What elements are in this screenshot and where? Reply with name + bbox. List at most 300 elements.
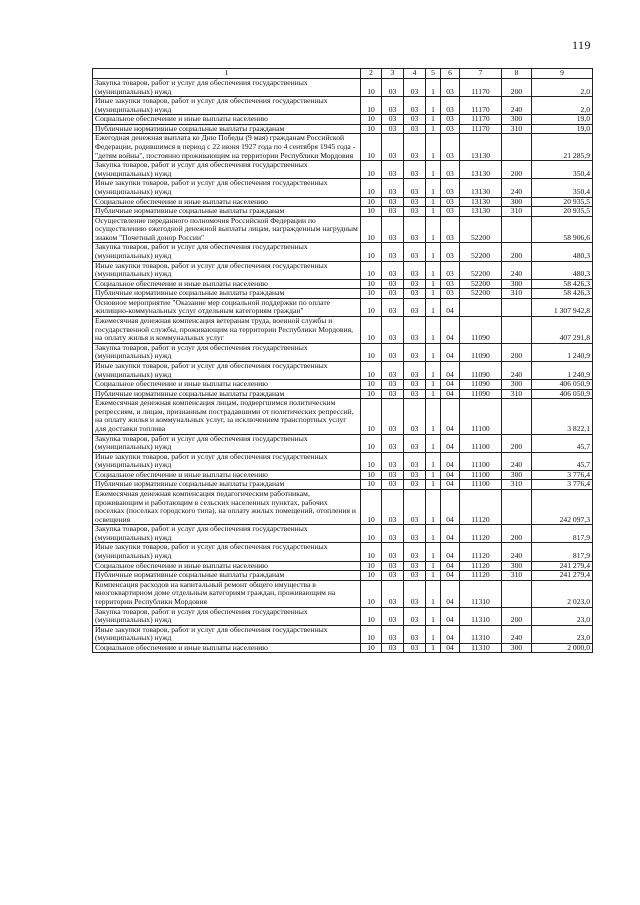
subsection-code: 03 xyxy=(382,580,404,607)
program-code: 03 xyxy=(404,97,426,115)
row-name: Закупка товаров, работ и услуг для обеспечения государственных (муниципальных) нужд xyxy=(93,243,361,261)
row-name: Иные закупки товаров, работ и услуг для обеспечения государственных (муниципальных) нужд xyxy=(93,625,361,643)
subprogram-code: 1 xyxy=(426,543,441,561)
row-name: Социальное обеспечение и иные выплаты населению xyxy=(93,380,361,390)
measure-code: 03 xyxy=(441,97,460,115)
subsection-code: 03 xyxy=(382,525,404,543)
expense-type-code: 200 xyxy=(502,525,532,543)
row-name: Ежегодная денежная выплата ко Дню Победы (9 мая) гражданам Российской Федерации, родившимся в период с 22 июня 1927 года по 4 сентября 1945 года - "детям войны", постоянно проживающим на территории Республики Мордовия xyxy=(93,134,361,161)
subprogram-code: 1 xyxy=(426,571,441,581)
table-row xyxy=(93,216,593,243)
section-code: 10 xyxy=(361,161,382,179)
subsection-code: 03 xyxy=(382,643,404,653)
expense-type-code: 240 xyxy=(502,97,532,115)
amount: 1 240,9 xyxy=(532,343,593,361)
measure-code: 03 xyxy=(441,197,460,207)
subsection-code: 03 xyxy=(382,480,404,490)
budget-table xyxy=(92,68,593,653)
expense-type-code: 310 xyxy=(502,207,532,217)
amount: 19,0 xyxy=(532,115,593,125)
section-code: 10 xyxy=(361,79,382,97)
subprogram-code: 1 xyxy=(426,298,441,316)
direction-code: 11100 xyxy=(460,470,502,480)
row-name: Иные закупки товаров, работ и услуг для обеспечения государственных (муниципальных) нужд xyxy=(93,97,361,115)
expense-type-code: 300 xyxy=(502,380,532,390)
row-name: Закупка товаров, работ и услуг для обеспечения государственных (муниципальных) нужд xyxy=(93,161,361,179)
measure-code: 04 xyxy=(441,380,460,390)
table-row xyxy=(93,179,593,197)
measure-code: 04 xyxy=(441,434,460,452)
direction-code: 11170 xyxy=(460,97,502,115)
measure-code: 03 xyxy=(441,216,460,243)
section-code: 10 xyxy=(361,434,382,452)
program-code: 03 xyxy=(404,298,426,316)
expense-type-code xyxy=(502,216,532,243)
program-code: 03 xyxy=(404,261,426,279)
subsection-code: 03 xyxy=(382,134,404,161)
amount: 3 822,1 xyxy=(532,399,593,434)
measure-code: 04 xyxy=(441,298,460,316)
expense-type-code: 200 xyxy=(502,434,532,452)
expense-type-code: 200 xyxy=(502,79,532,97)
subsection-code: 03 xyxy=(382,161,404,179)
subprogram-code: 1 xyxy=(426,197,441,207)
subprogram-code: 1 xyxy=(426,399,441,434)
program-code: 03 xyxy=(404,399,426,434)
column-header: 4 xyxy=(404,69,426,79)
subprogram-code: 1 xyxy=(426,470,441,480)
expense-type-code xyxy=(502,580,532,607)
measure-code: 04 xyxy=(441,625,460,643)
section-code: 10 xyxy=(361,607,382,625)
subprogram-code: 1 xyxy=(426,490,441,525)
section-code: 10 xyxy=(361,124,382,134)
section-code: 10 xyxy=(361,279,382,289)
subprogram-code: 1 xyxy=(426,97,441,115)
table-row xyxy=(93,97,593,115)
amount: 3 776,4 xyxy=(532,480,593,490)
row-name: Основное мероприятие "Оказание мер социальной поддержки по оплате жилищно-коммунальных услуг отдельным категориям граждан" xyxy=(93,298,361,316)
table-row xyxy=(93,79,593,97)
measure-code: 04 xyxy=(441,561,460,571)
section-code: 10 xyxy=(361,243,382,261)
program-code: 03 xyxy=(404,470,426,480)
program-code: 03 xyxy=(404,124,426,134)
direction-code: 11120 xyxy=(460,490,502,525)
program-code: 03 xyxy=(404,179,426,197)
table-row xyxy=(93,452,593,470)
section-code: 10 xyxy=(361,571,382,581)
expense-type-code: 300 xyxy=(502,115,532,125)
direction-code: 11120 xyxy=(460,561,502,571)
program-code: 03 xyxy=(404,452,426,470)
table-row xyxy=(93,543,593,561)
measure-code: 03 xyxy=(441,243,460,261)
subsection-code: 03 xyxy=(382,97,404,115)
row-name: Закупка товаров, работ и услуг для обеспечения государственных (муниципальных) нужд xyxy=(93,607,361,625)
expense-type-code: 240 xyxy=(502,179,532,197)
table-row xyxy=(93,580,593,607)
expense-type-code xyxy=(502,317,532,344)
measure-code: 03 xyxy=(441,279,460,289)
column-number-row xyxy=(93,69,593,79)
subprogram-code: 1 xyxy=(426,124,441,134)
row-name: Публичные нормативные социальные выплаты гражданам xyxy=(93,571,361,581)
section-code: 10 xyxy=(361,134,382,161)
subsection-code: 03 xyxy=(382,607,404,625)
subsection-code: 03 xyxy=(382,361,404,379)
subsection-code: 03 xyxy=(382,490,404,525)
amount: 20 935,5 xyxy=(532,207,593,217)
subsection-code: 03 xyxy=(382,279,404,289)
amount: 2 000,0 xyxy=(532,643,593,653)
expense-type-code: 300 xyxy=(502,470,532,480)
subprogram-code: 1 xyxy=(426,452,441,470)
amount: 45,7 xyxy=(532,452,593,470)
column-header: 3 xyxy=(382,69,404,79)
section-code: 10 xyxy=(361,399,382,434)
section-code: 10 xyxy=(361,480,382,490)
subprogram-code: 1 xyxy=(426,480,441,490)
subprogram-code: 1 xyxy=(426,79,441,97)
direction-code: 11100 xyxy=(460,480,502,490)
section-code: 10 xyxy=(361,490,382,525)
table-row xyxy=(93,298,593,316)
table-row xyxy=(93,571,593,581)
subprogram-code: 1 xyxy=(426,607,441,625)
subsection-code: 03 xyxy=(382,124,404,134)
subsection-code: 03 xyxy=(382,452,404,470)
subsection-code: 03 xyxy=(382,79,404,97)
row-name: Иные закупки товаров, работ и услуг для обеспечения государственных (муниципальных) нужд xyxy=(93,543,361,561)
subsection-code: 03 xyxy=(382,543,404,561)
amount: 406 050,9 xyxy=(532,389,593,399)
program-code: 03 xyxy=(404,607,426,625)
measure-code: 04 xyxy=(441,490,460,525)
direction-code: 11310 xyxy=(460,580,502,607)
direction-code: 13130 xyxy=(460,161,502,179)
expense-type-code: 200 xyxy=(502,607,532,625)
subprogram-code: 1 xyxy=(426,625,441,643)
section-code: 10 xyxy=(361,298,382,316)
measure-code: 03 xyxy=(441,179,460,197)
amount: 58 426,3 xyxy=(532,289,593,299)
amount: 241 279,4 xyxy=(532,571,593,581)
row-name: Иные закупки товаров, работ и услуг для обеспечения государственных (муниципальных) нужд xyxy=(93,452,361,470)
table-row xyxy=(93,525,593,543)
subsection-code: 03 xyxy=(382,389,404,399)
expense-type-code: 300 xyxy=(502,197,532,207)
amount: 242 097,3 xyxy=(532,490,593,525)
section-code: 10 xyxy=(361,380,382,390)
subprogram-code: 1 xyxy=(426,580,441,607)
direction-code: 13130 xyxy=(460,207,502,217)
direction-code: 52200 xyxy=(460,216,502,243)
subsection-code: 03 xyxy=(382,561,404,571)
subsection-code: 03 xyxy=(382,261,404,279)
amount: 23,0 xyxy=(532,607,593,625)
subprogram-code: 1 xyxy=(426,380,441,390)
measure-code: 04 xyxy=(441,543,460,561)
program-code: 03 xyxy=(404,134,426,161)
direction-code: 52200 xyxy=(460,261,502,279)
table-row xyxy=(93,261,593,279)
measure-code: 04 xyxy=(441,452,460,470)
amount: 58 906,6 xyxy=(532,216,593,243)
table-row xyxy=(93,399,593,434)
program-code: 03 xyxy=(404,389,426,399)
program-code: 03 xyxy=(404,434,426,452)
direction-code: 11310 xyxy=(460,625,502,643)
subprogram-code: 1 xyxy=(426,134,441,161)
row-name: Ежемесячная денежная компенсация ветеранам труда, военной службы и государственной службы, проживающим на территории Республики Мордовия, на оплату жилья и коммунальных услуг xyxy=(93,317,361,344)
column-header: 7 xyxy=(460,69,502,79)
section-code: 10 xyxy=(361,115,382,125)
section-code: 10 xyxy=(361,216,382,243)
program-code: 03 xyxy=(404,317,426,344)
program-code: 03 xyxy=(404,625,426,643)
direction-code: 11090 xyxy=(460,317,502,344)
direction-code xyxy=(460,298,502,316)
measure-code: 03 xyxy=(441,79,460,97)
table-row xyxy=(93,643,593,653)
amount: 480,3 xyxy=(532,261,593,279)
subsection-code: 03 xyxy=(382,289,404,299)
measure-code: 03 xyxy=(441,134,460,161)
table-row xyxy=(93,361,593,379)
expense-type-code: 310 xyxy=(502,124,532,134)
subsection-code: 03 xyxy=(382,243,404,261)
measure-code: 04 xyxy=(441,480,460,490)
expense-type-code: 240 xyxy=(502,452,532,470)
subsection-code: 03 xyxy=(382,317,404,344)
expense-type-code: 310 xyxy=(502,571,532,581)
amount: 19,0 xyxy=(532,124,593,134)
direction-code: 11100 xyxy=(460,399,502,434)
program-code: 03 xyxy=(404,571,426,581)
program-code: 03 xyxy=(404,580,426,607)
amount: 3 776,4 xyxy=(532,470,593,480)
subprogram-code: 1 xyxy=(426,115,441,125)
program-code: 03 xyxy=(404,79,426,97)
amount: 406 050,9 xyxy=(532,380,593,390)
direction-code: 11120 xyxy=(460,543,502,561)
measure-code: 04 xyxy=(441,343,460,361)
section-code: 10 xyxy=(361,525,382,543)
program-code: 03 xyxy=(404,361,426,379)
program-code: 03 xyxy=(404,216,426,243)
row-name: Социальное обеспечение и иные выплаты населению xyxy=(93,643,361,653)
expense-type-code: 300 xyxy=(502,561,532,571)
amount: 2,0 xyxy=(532,79,593,97)
table-row xyxy=(93,243,593,261)
program-code: 03 xyxy=(404,490,426,525)
subsection-code: 03 xyxy=(382,207,404,217)
measure-code: 03 xyxy=(441,161,460,179)
program-code: 03 xyxy=(404,115,426,125)
table-row xyxy=(93,434,593,452)
section-code: 10 xyxy=(361,643,382,653)
direction-code: 52200 xyxy=(460,279,502,289)
row-name: Закупка товаров, работ и услуг для обеспечения государственных (муниципальных) нужд xyxy=(93,343,361,361)
subprogram-code: 1 xyxy=(426,525,441,543)
section-code: 10 xyxy=(361,543,382,561)
expense-type-code: 200 xyxy=(502,243,532,261)
direction-code: 52200 xyxy=(460,243,502,261)
subsection-code: 03 xyxy=(382,380,404,390)
measure-code: 04 xyxy=(441,580,460,607)
table-row xyxy=(93,289,593,299)
table-row xyxy=(93,490,593,525)
row-name: Компенсация расходов на капитальный ремонт общего имущества в многоквартирном доме отдельным категориям граждан, проживающим на территории Республики Мордовия xyxy=(93,580,361,607)
measure-code: 03 xyxy=(441,124,460,134)
direction-code: 11090 xyxy=(460,343,502,361)
program-code: 03 xyxy=(404,207,426,217)
subsection-code: 03 xyxy=(382,625,404,643)
subprogram-code: 1 xyxy=(426,561,441,571)
section-code: 10 xyxy=(361,361,382,379)
subprogram-code: 1 xyxy=(426,207,441,217)
amount: 480,3 xyxy=(532,243,593,261)
section-code: 10 xyxy=(361,452,382,470)
subprogram-code: 1 xyxy=(426,243,441,261)
amount: 350,4 xyxy=(532,179,593,197)
table-body xyxy=(93,79,593,653)
section-code: 10 xyxy=(361,389,382,399)
section-code: 10 xyxy=(361,207,382,217)
amount: 45,7 xyxy=(532,434,593,452)
row-name: Социальное обеспечение и иные выплаты населению xyxy=(93,470,361,480)
subprogram-code: 1 xyxy=(426,434,441,452)
measure-code: 03 xyxy=(441,289,460,299)
column-header: 1 xyxy=(93,69,361,79)
subsection-code: 03 xyxy=(382,343,404,361)
table-row xyxy=(93,625,593,643)
measure-code: 04 xyxy=(441,607,460,625)
amount: 241 279,4 xyxy=(532,561,593,571)
measure-code: 04 xyxy=(441,643,460,653)
column-header: 6 xyxy=(441,69,460,79)
direction-code: 13130 xyxy=(460,197,502,207)
program-code: 03 xyxy=(404,525,426,543)
program-code: 03 xyxy=(404,161,426,179)
program-code: 03 xyxy=(404,279,426,289)
row-name: Публичные нормативные социальные выплаты гражданам xyxy=(93,207,361,217)
expense-type-code: 300 xyxy=(502,643,532,653)
table-row xyxy=(93,115,593,125)
direction-code: 11100 xyxy=(460,452,502,470)
direction-code: 11090 xyxy=(460,380,502,390)
subprogram-code: 1 xyxy=(426,216,441,243)
direction-code: 11170 xyxy=(460,79,502,97)
subprogram-code: 1 xyxy=(426,643,441,653)
amount: 2,0 xyxy=(532,97,593,115)
section-code: 10 xyxy=(361,289,382,299)
row-name: Иные закупки товаров, работ и услуг для обеспечения государственных (муниципальных) нужд xyxy=(93,261,361,279)
table-row xyxy=(93,343,593,361)
amount: 20 935,5 xyxy=(532,197,593,207)
row-name: Публичные нормативные социальные выплаты гражданам xyxy=(93,389,361,399)
column-header: 2 xyxy=(361,69,382,79)
row-name: Ежемесячная денежная компенсация педагогическим работникам, проживающим и работающим в сельских населенных пунктах, рабочих поселках (поселках городского типа), на оплату жилых помещений, отопления и освещения xyxy=(93,490,361,525)
program-code: 03 xyxy=(404,197,426,207)
table-row xyxy=(93,134,593,161)
section-code: 10 xyxy=(361,317,382,344)
amount: 1 240,9 xyxy=(532,361,593,379)
section-code: 10 xyxy=(361,261,382,279)
program-code: 03 xyxy=(404,380,426,390)
amount: 1 307 942,8 xyxy=(532,298,593,316)
direction-code: 11090 xyxy=(460,361,502,379)
expense-type-code: 310 xyxy=(502,480,532,490)
row-name: Публичные нормативные социальные выплаты гражданам xyxy=(93,289,361,299)
direction-code: 11310 xyxy=(460,643,502,653)
subsection-code: 03 xyxy=(382,298,404,316)
direction-code: 11170 xyxy=(460,115,502,125)
section-code: 10 xyxy=(361,343,382,361)
subsection-code: 03 xyxy=(382,434,404,452)
expense-type-code: 310 xyxy=(502,289,532,299)
section-code: 10 xyxy=(361,470,382,480)
row-name: Публичные нормативные социальные выплаты гражданам xyxy=(93,124,361,134)
row-name: Публичные нормативные социальные выплаты гражданам xyxy=(93,480,361,490)
subprogram-code: 1 xyxy=(426,279,441,289)
direction-code: 13130 xyxy=(460,179,502,197)
row-name: Иные закупки товаров, работ и услуг для обеспечения государственных (муниципальных) нужд xyxy=(93,361,361,379)
row-name: Социальное обеспечение и иные выплаты населению xyxy=(93,561,361,571)
amount: 58 426,3 xyxy=(532,279,593,289)
subsection-code: 03 xyxy=(382,216,404,243)
program-code: 03 xyxy=(404,561,426,571)
subprogram-code: 1 xyxy=(426,261,441,279)
program-code: 03 xyxy=(404,289,426,299)
subsection-code: 03 xyxy=(382,115,404,125)
row-name: Осуществление переданного полномочия Российской Федерации по осуществлению ежегодной денежной выплаты лицам, награжденным нагрудным знаком "Почетный донор России" xyxy=(93,216,361,243)
direction-code: 11170 xyxy=(460,124,502,134)
direction-code: 11310 xyxy=(460,607,502,625)
row-name: Закупка товаров, работ и услуг для обеспечения государственных (муниципальных) нужд xyxy=(93,525,361,543)
expense-type-code xyxy=(502,298,532,316)
expense-type-code: 240 xyxy=(502,361,532,379)
row-name: Иные закупки товаров, работ и услуг для обеспечения государственных (муниципальных) нужд xyxy=(93,179,361,197)
measure-code: 04 xyxy=(441,525,460,543)
page-number: 119 xyxy=(572,38,592,52)
subprogram-code: 1 xyxy=(426,389,441,399)
expense-type-code: 310 xyxy=(502,389,532,399)
amount: 21 285,9 xyxy=(532,134,593,161)
expense-type-code: 240 xyxy=(502,543,532,561)
table-row xyxy=(93,380,593,390)
measure-code: 04 xyxy=(441,399,460,434)
expense-type-code: 200 xyxy=(502,161,532,179)
measure-code: 04 xyxy=(441,389,460,399)
amount: 2 023,0 xyxy=(532,580,593,607)
direction-code: 11120 xyxy=(460,525,502,543)
row-name: Закупка товаров, работ и услуг для обеспечения государственных (муниципальных) нужд xyxy=(93,79,361,97)
direction-code: 11120 xyxy=(460,571,502,581)
table-row xyxy=(93,161,593,179)
column-header: 9 xyxy=(532,69,593,79)
amount: 817,9 xyxy=(532,543,593,561)
measure-code: 04 xyxy=(441,361,460,379)
program-code: 03 xyxy=(404,243,426,261)
amount: 817,9 xyxy=(532,525,593,543)
amount: 407 291,8 xyxy=(532,317,593,344)
expense-type-code xyxy=(502,490,532,525)
section-code: 10 xyxy=(361,625,382,643)
expense-type-code: 240 xyxy=(502,625,532,643)
program-code: 03 xyxy=(404,343,426,361)
